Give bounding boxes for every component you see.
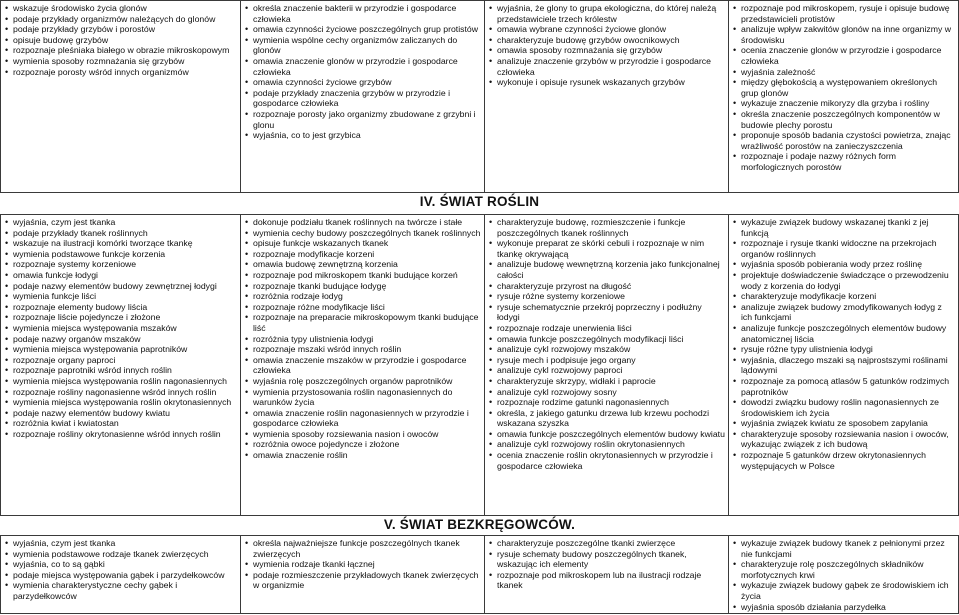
list-item: • omawia budowę zewnętrzną korzenia <box>245 259 481 270</box>
list-item: • wymienia miejsca występowania roślin nagonasiennych <box>5 376 237 387</box>
list-item: • rozpoznaje porosty jako organizmy zbudowane z grzybni i glonu <box>245 109 481 130</box>
list-item: • wykazuje znaczenie mikoryzy dla grzyba i rośliny <box>733 98 955 109</box>
list-item: • wymienia przystosowania roślin nagonasiennych do warunków życia <box>245 387 481 408</box>
list-item: • rysuje różne typy ulistnienia łodygi <box>733 344 955 355</box>
list-item: • rozpoznaje pleśniaka białego w obrazie mikroskopowym <box>5 45 237 56</box>
list-item: • wyjaśnia sposób pobierania wody przez roślinę <box>733 259 955 270</box>
list-item: • rozpoznaje rodzime gatunki nagonasiennych <box>489 397 725 408</box>
list-item: • wyjaśnia, że glony to grupa ekologiczna, do której należą przedstawiciele trzech królestw <box>489 3 725 24</box>
list-item: • analizuje cykl rozwojowy roślin okrytonasiennych <box>489 439 725 450</box>
list-item: • wyjaśnia rolę poszczególnych organów paprotników <box>245 376 481 387</box>
list-item: • omawia funkcje poszczególnych modyfikacji liści <box>489 334 725 345</box>
cell-r2-c4 <box>729 215 959 516</box>
list-item: • charakteryzuje rolę poszczególnych składników morfotycznych krwi <box>733 559 955 580</box>
list-item: • rysuje schematy budowy poszczególnych tkanek, wskazując ich elementy <box>489 549 725 570</box>
section-row <box>1 193 959 215</box>
list-item: • rozróżnia owoce pojedyncze i złożone <box>245 439 481 450</box>
list-item: • wymienia charakterystyczne cechy gąbek i parzydełkowców <box>5 580 237 601</box>
list-item: • wymienia miejsca występowania paprotników <box>5 344 237 355</box>
list-item: • rozróżnia typy ulistnienia łodygi <box>245 334 481 345</box>
list-item: • wykazuje związek budowy tkanek z pełnionymi przez nie funkcjami <box>733 538 955 559</box>
list-item: • omawia znaczenie mszaków w przyrodzie i gospodarce człowieka <box>245 355 481 376</box>
list-item: • charakteryzuje budowę grzybów owocnikowych <box>489 35 725 46</box>
list-item: • omawia sposoby rozmnażania się grzybów <box>489 45 725 56</box>
list-item: • rozpoznaje rośliny nagonasienne wśród innych roślin <box>5 387 237 398</box>
cell-r3-c2 <box>241 536 485 614</box>
list-item: • analizuje znaczenie grzybów w przyrodzie i gospodarce człowieka <box>489 56 725 77</box>
list-item: • omawia funkcje poszczególnych elementów budowy kwiatu <box>489 429 725 440</box>
list-item: • charakteryzuje sposoby rozsiewania nasion i owoców, wykazując związek z ich budową <box>733 429 955 450</box>
list-item: • projektuje doświadczenie świadczące o przewodzeniu wody z korzenia do łodygi <box>733 270 955 291</box>
list-item: • określa, z jakiego gatunku drzewa lub krzewu pochodzi wskazana szyszka <box>489 408 725 429</box>
list-item: • analizuje funkcje poszczególnych elementów budowy anatomicznej liścia <box>733 323 955 344</box>
list-item: • omawia znaczenie roślin nagonasiennych w przyrodzie i gospodarce człowieka <box>245 408 481 429</box>
list-item: • wskazuje środowisko życia glonów <box>5 3 237 14</box>
list-item: • rozpoznaje modyfikacje korzeni <box>245 249 481 260</box>
list-item: • wyjaśnia, co to są gąbki <box>5 559 237 570</box>
cell-r2-c1 <box>1 215 241 516</box>
list-item: • rozpoznaje i podaje nazwy różnych form morfologicznych porostów <box>733 151 955 172</box>
list-item: • wykazuje związek budowy gąbek ze środowiskiem ich życia <box>733 580 955 601</box>
list-item: • charakteryzuje modyfikacje korzeni <box>733 291 955 302</box>
list-item: • charakteryzuje skrzypy, widłaki i paprocie <box>489 376 725 387</box>
list-item: • wyjaśnia, dlaczego mszaki są najprostszymi roślinami lądowymi <box>733 355 955 376</box>
list-item: • podaje przykłady znaczenia grzybów w przyrodzie i gospodarce człowieka <box>245 88 481 109</box>
list-item: • wymienia wspólne cechy organizmów zaliczanych do glonów <box>245 35 481 56</box>
list-item: • rozpoznaje pod mikroskopem tkanki budujące korzeń <box>245 270 481 281</box>
list-item: • wymienia miejsca występowania mszaków <box>5 323 237 334</box>
cell-r3-c1 <box>1 536 241 614</box>
list-item: • wymienia sposoby rozsiewania nasion i owoców <box>245 429 481 440</box>
cell-r1-c1 <box>1 1 241 193</box>
list-item: • analizuje budowę wewnętrzną korzenia jako funkcjonalnej całości <box>489 259 725 280</box>
list-item: • ocenia znaczenie roślin okrytonasiennych w przyrodzie i gospodarce człowieka <box>489 450 725 471</box>
list-item: • rozpoznaje paprotniki wśród innych roślin <box>5 365 237 376</box>
list-item: • wyjaśnia, czym jest tkanka <box>5 217 237 228</box>
cell-r1-c2 <box>241 1 485 193</box>
list-item: • wymienia miejsca występowania roślin okrytonasiennych <box>5 397 237 408</box>
list-item: • podaje przykłady organizmów należących do glonów <box>5 14 237 25</box>
list-item: • rozpoznaje tkanki budujące łodygę <box>245 281 481 292</box>
list-item: • rozróżnia kwiat i kwiatostan <box>5 418 237 429</box>
cell-r2-c3 <box>485 215 729 516</box>
section-title-v: V. ŚWIAT BEZKRĘGOWCÓW. <box>383 517 576 532</box>
list-item: • omawia znaczenie glonów w przyrodzie i gospodarce człowieka <box>245 56 481 77</box>
list-item: • wyjaśnia zależność <box>733 67 955 78</box>
list-item: • dokonuje podziału tkanek roślinnych na twórcze i stałe <box>245 217 481 228</box>
list-item: • wymienia rodzaje tkanki łącznej <box>245 559 481 570</box>
list-item: • wykonuje preparat ze skórki cebuli i rozpoznaje w nim tkankę okrywającą <box>489 238 725 259</box>
list-item: • dowodzi związku budowy roślin nagonasiennych ze środowiskiem ich życia <box>733 397 955 418</box>
list-item: • rozpoznaje i rysuje tkanki widoczne na przekrojach organów roślinnych <box>733 238 955 259</box>
list-item: • analizuje związek budowy zmodyfikowanych łodyg z ich funkcjami <box>733 302 955 323</box>
list-item: • wymienia podstawowe funkcje korzenia <box>5 249 237 260</box>
list-item: • wskazuje na ilustracji komórki tworzące tkankę <box>5 238 237 249</box>
list-item: • rozpoznaje na preparacie mikroskopowym tkanki budujące liść <box>245 312 481 333</box>
list-item: • wyjaśnia, co to jest grzybica <box>245 130 481 141</box>
section-title-iv: IV. ŚWIAT ROŚLIN <box>419 194 540 209</box>
list-item: • omawia czynności życiowe grzybów <box>245 77 481 88</box>
list-item: • podaje przykłady grzybów i porostów <box>5 24 237 35</box>
table-row <box>1 215 959 516</box>
list-item: • wykonuje i opisuje rysunek wskazanych grzybów <box>489 77 725 88</box>
list-item: • podaje rozmieszczenie przykładowych tkanek zwierzęcych w organizmie <box>245 570 481 591</box>
list-item: • wymienia sposoby rozmnażania się grzybów <box>5 56 237 67</box>
list-item: • rysuje mech i podpisuje jego organy <box>489 355 725 366</box>
list-item: • rozpoznaje organy paproci <box>5 355 237 366</box>
list-item: • wymienia cechy budowy poszczególnych tkanek roślinnych <box>245 228 481 239</box>
list-item: • charakteryzuje przyrost na długość <box>489 281 725 292</box>
cell-r1-c3 <box>485 1 729 193</box>
table-row <box>1 536 959 614</box>
list-item: • określa najważniejsze funkcje poszczególnych tkanek zwierzęcych <box>245 538 481 559</box>
list-item: • rozpoznaje porosty wśród innych organizmów <box>5 67 237 78</box>
list-item: • wymienia funkcje liści <box>5 291 237 302</box>
list-item: • analizuje cykl rozwojowy sosny <box>489 387 725 398</box>
cell-r3-c4 <box>729 536 959 614</box>
list-item: • określa znaczenie bakterii w przyrodzie i gospodarce człowieka <box>245 3 481 24</box>
list-item: • określa znaczenie poszczególnych komponentów w budowie plechy porostu <box>733 109 955 130</box>
list-item: • ocenia znaczenie glonów w przyrodzie i gospodarce człowieka <box>733 45 955 66</box>
cell-r1-c4 <box>729 1 959 193</box>
list-item: • charakteryzuje poszczególne tkanki zwierzęce <box>489 538 725 549</box>
list-item: • rozróżnia rodzaje łodyg <box>245 291 481 302</box>
list-item: • omawia znaczenie roślin <box>245 450 481 461</box>
cell-r2-c2 <box>241 215 485 516</box>
list-item: • rozpoznaje 5 gatunków drzew okrytonasiennych występujących w Polsce <box>733 450 955 471</box>
list-item: • omawia wybrane czynności życiowe glonów <box>489 24 725 35</box>
list-item: • analizuje wpływ zakwitów glonów na inne organizmy w środowisku <box>733 24 955 45</box>
list-item: • analizuje cykl rozwojowy mszaków <box>489 344 725 355</box>
table-row <box>1 1 959 193</box>
list-item: • podaje nazwy organów mszaków <box>5 334 237 345</box>
list-item: • rozpoznaje mszaki wśród innych roślin <box>245 344 481 355</box>
list-item: • podaje nazwy elementów budowy zewnętrznej łodygi <box>5 281 237 292</box>
list-item: • podaje przykłady tkanek roślinnych <box>5 228 237 239</box>
list-item: • wykazuje związek budowy wskazanej tkanki z jej funkcją <box>733 217 955 238</box>
section-heading-row <box>1 193 959 215</box>
list-item: • rozpoznaje za pomocą atlasów 5 gatunków rodzimych paprotników <box>733 376 955 397</box>
list-item: • rozpoznaje pod mikroskopem, rysuje i opisuje budowę przedstawicieli protistów <box>733 3 955 24</box>
list-item: • rysuje schematycznie przekrój poprzeczny i podłużny łodygi <box>489 302 725 323</box>
list-item: • omawia funkcje łodygi <box>5 270 237 281</box>
list-item: • proponuje sposób badania czystości powietrza, znając wrażliwość porostów na zanieczyszczenia <box>733 130 955 151</box>
list-item: • omawia czynności życiowe poszczególnych grup protistów <box>245 24 481 35</box>
list-item: • opisuje budowę grzybów <box>5 35 237 46</box>
list-item: • wyjaśnia sposób działania parzydełka <box>733 602 955 613</box>
list-item: • między głębokością a występowaniem określonych grup glonów <box>733 77 955 98</box>
list-item: • rysuje różne systemy korzeniowe <box>489 291 725 302</box>
list-item: • rozpoznaje rośliny okrytonasienne wśród innych roślin <box>5 429 237 440</box>
list-item: • wyjaśnia związek kwiatu ze sposobem zapylania <box>733 418 955 429</box>
list-item: • rozpoznaje liście pojedyncze i złożone <box>5 312 237 323</box>
list-item: • wyjaśnia, czym jest tkanka <box>5 538 237 549</box>
list-item: • rozpoznaje elementy budowy liścia <box>5 302 237 313</box>
list-item: • analizuje cykl rozwojowy paproci <box>489 365 725 376</box>
list-item: • rozpoznaje systemy korzeniowe <box>5 259 237 270</box>
list-item: • rozpoznaje różne modyfikacje liści <box>245 302 481 313</box>
list-item: • wymienia podstawowe rodzaje tkanek zwierzęcych <box>5 549 237 560</box>
list-item: • rozpoznaje pod mikroskopem lub na ilustracji rodzaje tkanek <box>489 570 725 591</box>
cell-r3-c3 <box>485 536 729 614</box>
list-item: • opisuje funkcje wskazanych tkanek <box>245 238 481 249</box>
section-row <box>1 516 959 536</box>
list-item: • charakteryzuje budowę, rozmieszczenie i funkcje poszczególnych tkanek roślinnych <box>489 217 725 238</box>
list-item: • podaje miejsca występowania gąbek i parzydełkowców <box>5 570 237 581</box>
list-item: • rozpoznaje rodzaje unerwienia liści <box>489 323 725 334</box>
list-item: • podaje nazwy elementów budowy kwiatu <box>5 408 237 419</box>
section-heading-row <box>1 516 959 536</box>
